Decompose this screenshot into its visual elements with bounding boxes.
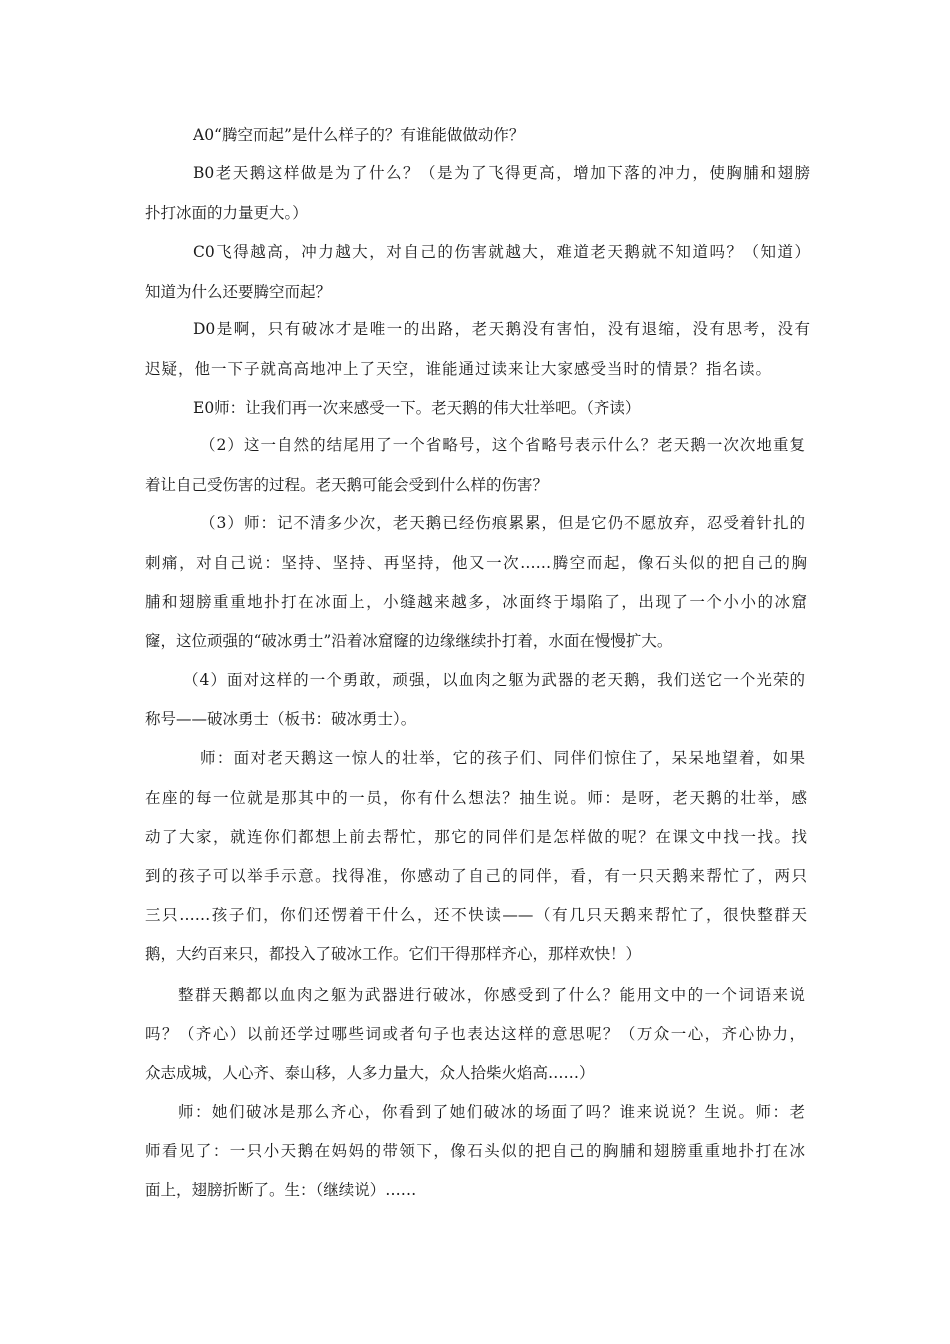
text-line-3-cont3: 窿，这位顽强的“破冰勇士”沿着冰窟窿的边缘继续扑打着，水面在慢慢扩大。 xyxy=(145,632,673,650)
text-line-e: E0师：让我们再一次来感受一下。老天鹅的伟大壮举吧。（齐读） xyxy=(193,399,641,417)
text-line-final-1: 师：她们破冰是那么齐心，你看到了她们破冰的场面了吗？谁来说说？生说。师：老 xyxy=(178,1103,805,1121)
text-line-a: A0“腾空而起”是什么样子的？有谁能做做动作？ xyxy=(193,126,525,144)
text-line-b-cont: 扑打冰面的力量更大。） xyxy=(145,204,308,222)
text-line-swans-2: 吗？（齐心）以前还学过哪些词或者句子也表达这样的意思呢？（万众一心，齐心协力， xyxy=(145,1025,805,1043)
text-line-swans-3: 众志成城，人心齐、泰山移，人多力量大，众人拾柴火焰高……） xyxy=(145,1064,595,1082)
text-line-teacher-2: 在座的每一位就是那其中的一员，你有什么想法？抽生说。师：是呀，老天鹅的壮举，感 xyxy=(145,789,807,807)
text-line-teacher-5: 三只……孩子们，你们还愣着干什么，还不快读——（有几只天鹅来帮忙了，很快整群天 xyxy=(145,906,807,924)
text-line-d-cont: 迟疑，他一下子就高高地冲上了天空，谁能通过读来让大家感受当时的情景？指名读。 xyxy=(145,360,771,378)
text-line-final-2: 师看见了：一只小天鹅在妈妈的带领下，像石头似的把自己的胸脯和翅膀重重地扑打在冰 xyxy=(145,1142,805,1160)
text-line-teacher-1: 师：面对老天鹅这一惊人的壮举，它的孩子们、同伴们惊住了，呆呆地望着，如果 xyxy=(200,749,805,767)
text-line-2-cont: 着让自己受伤害的过程。老天鹅可能会受到什么样的伤害？ xyxy=(145,476,549,494)
text-line-teacher-4: 到的孩子可以举手示意。找得准，你感动了自己的同伴，看，有一只天鹅来帮忙了，两只 xyxy=(145,867,807,885)
text-line-teacher-3: 动了大家，就连你们都想上前去帮忙，那它的同伴们是怎样做的呢？在课文中找一找。找 xyxy=(145,828,807,846)
text-line-3-cont2: 脯和翅膀重重地扑打在冰面上，小缝越来越多，冰面终于塌陷了，出现了一个小小的冰窟 xyxy=(145,593,807,611)
text-line-d: D0是啊，只有破冰才是唯一的出路，老天鹅没有害怕，没有退缩，没有思考，没有 xyxy=(193,320,810,338)
text-line-b: B0老天鹅这样做是为了什么？（是为了飞得更高，增加下落的冲力，使胸脯和翅膀 xyxy=(193,164,810,182)
text-line-2: （2）这一自然的结尾用了一个省略号，这个省略号表示什么？老天鹅一次次地重复 xyxy=(200,436,805,454)
text-line-swans-1: 整群天鹅都以血肉之躯为武器进行破冰，你感受到了什么？能用文中的一个词语来说 xyxy=(178,986,805,1004)
text-line-c: C0飞得越高，冲力越大，对自己的伤害就越大，难道老天鹅就不知道吗？（知道） xyxy=(193,243,810,261)
text-line-3: （3）师：记不清多少次，老天鹅已经伤痕累累，但是它仍不愿放弃，忍受着针扎的 xyxy=(200,514,805,532)
text-line-4: （4）面对这样的一个勇敢，顽强，以血肉之躯为武器的老天鹅，我们送它一个光荣的 xyxy=(183,671,805,689)
text-line-c-cont: 知道为什么还要腾空而起？ xyxy=(145,283,332,301)
text-line-teacher-6: 鹅，大约百来只，都投入了破冰工作。它们干得那样齐心，那样欢快！） xyxy=(145,945,642,963)
text-line-4-cont: 称号——破冰勇士（板书：破冰勇士）。 xyxy=(145,710,417,728)
text-line-final-3: 面上，翅膀折断了。生：（继续说）…… xyxy=(145,1181,417,1199)
text-line-3-cont1: 刺痛，对自己说：坚持、坚持、再坚持，他又一次……腾空而起，像石头似的把自己的胸 xyxy=(145,554,807,572)
